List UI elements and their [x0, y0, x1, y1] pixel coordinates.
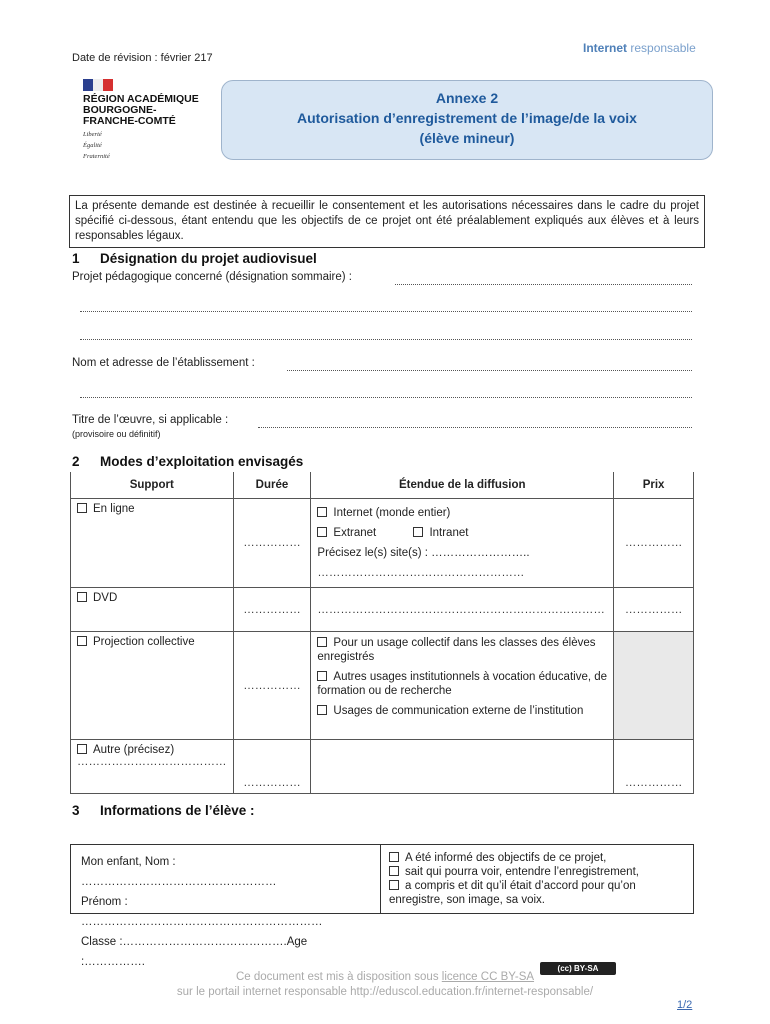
cell-support-projection	[71, 632, 234, 740]
section-3-number: 3	[72, 803, 80, 818]
header-prix: Prix	[614, 472, 694, 499]
section-1-heading	[72, 251, 317, 266]
license-link[interactable]: licence CC BY-SA	[441, 971, 535, 983]
field-classe-age[interactable]: Classe :…………………………………….Age :…………….	[81, 936, 308, 968]
label-intranet: Intranet	[429, 527, 469, 539]
section-2-title: Modes d’exploitation envisagés	[100, 454, 304, 469]
cell-duree-en-ligne[interactable]	[233, 499, 311, 588]
label-autre: Autre (précisez)	[93, 744, 175, 756]
logo-name-3: FRANCHE-COMTÉ	[83, 115, 176, 127]
section-2-heading	[72, 454, 303, 469]
exploitation-table	[70, 472, 694, 794]
prix-dots-1: ……………	[624, 537, 683, 549]
footer-license-text: Ce document est mis à disposition sous	[235, 971, 439, 983]
projet-field-line-2[interactable]	[80, 311, 692, 312]
section-3-heading	[72, 803, 255, 818]
cell-duree-dvd[interactable]	[233, 588, 311, 632]
cell-support-en-ligne	[71, 499, 234, 588]
sites-dots-line[interactable]: ………………………………………………	[317, 567, 525, 579]
cell-prix-en-ligne[interactable]	[614, 499, 694, 588]
checkbox-communication-externe[interactable]	[317, 705, 327, 715]
label-extranet: Extranet	[333, 527, 377, 539]
brand-light: responsable	[630, 41, 696, 55]
projet-label: Projet pédagogique concerné (désignation sommaire) :	[72, 271, 352, 283]
consent-line-1: A été informé des objectifs de ce projet,	[405, 852, 607, 864]
duree-dots-3: ……………	[243, 679, 301, 692]
french-flag-icon	[83, 79, 113, 91]
header-etendue: Étendue de la diffusion	[311, 472, 614, 499]
oeuvre-note: (provisoire ou définitif)	[72, 429, 161, 439]
projet-field[interactable]	[395, 284, 692, 285]
label-usage-collectif: Pour un usage collectif dans les classes des élèves enregistrés	[317, 637, 596, 663]
section-2-number: 2	[72, 454, 80, 469]
cell-duree-projection[interactable]	[233, 632, 311, 740]
intro-text: La présente demande est destinée à recueillir le consentement et les autorisations nécessaires dans le cadre du projet spécifié ci-dessous, étant entendu que les objectifs de ce projet ont été préalablement expliqués aux élèves et à leurs responsables légaux.	[69, 195, 705, 248]
footer-license-line	[0, 971, 770, 983]
label-dvd: DVD	[93, 592, 118, 604]
title-box	[221, 80, 713, 160]
checkbox-accord[interactable]	[389, 880, 399, 890]
table-row-dvd	[71, 588, 694, 632]
motto-3: Fraternité	[83, 153, 110, 160]
oeuvre-field[interactable]	[258, 427, 692, 428]
autre-dots-line[interactable]: …………………………………	[77, 756, 227, 768]
etablissement-label: Nom et adresse de l’établissement :	[72, 357, 255, 369]
cell-duree-autre[interactable]	[233, 740, 311, 794]
logo-name-2: BOURGOGNE-	[83, 104, 157, 116]
cell-etendue-autre[interactable]	[311, 740, 614, 794]
title-line-1: Annexe 2	[435, 90, 499, 106]
checkbox-informe[interactable]	[389, 852, 399, 862]
cc-by-sa-badge: (cc) BY-SA	[540, 962, 616, 975]
table-row-autre	[71, 740, 694, 794]
checkbox-extranet[interactable]	[317, 527, 327, 537]
consent-line-3: a compris et dit qu’il était d’accord pour qu’on	[405, 880, 636, 892]
table-header-row	[71, 472, 694, 499]
checkbox-projection[interactable]	[77, 636, 87, 646]
consent-line-2: sait qui pourra voir, entendre l’enregistrement,	[405, 866, 639, 878]
checkbox-usage-collectif[interactable]	[317, 637, 327, 647]
projet-field-line-3[interactable]	[80, 339, 692, 340]
consent-line-4: enregistre, son image, sa voix.	[389, 894, 545, 906]
section-1-title: Désignation du projet audiovisuel	[100, 251, 317, 266]
etendue-dvd-dots: …………………………………………………………………	[317, 603, 605, 616]
section-3-title: Informations de l’élève :	[100, 803, 255, 818]
checkbox-autre[interactable]	[77, 744, 87, 754]
prix-dots-2: ……………	[624, 603, 683, 616]
section-1-number: 1	[72, 251, 80, 266]
table-row-en-ligne	[71, 499, 694, 588]
etablissement-field-line-2[interactable]	[80, 397, 692, 398]
duree-dots-1: ……………	[243, 537, 301, 549]
label-usages-institutionnels: Autres usages institutionnels à vocation éducative, de formation ou de recherche	[317, 671, 608, 697]
cell-support-autre	[71, 740, 234, 794]
checkbox-en-ligne[interactable]	[77, 503, 87, 513]
checkbox-sait[interactable]	[389, 866, 399, 876]
consent-box	[381, 844, 694, 914]
checkbox-usages-institutionnels[interactable]	[317, 671, 327, 681]
cell-prix-projection-disabled	[614, 632, 694, 740]
duree-dots-4: ……………	[243, 777, 301, 789]
title-line-2: Autorisation d’enregistrement de l’image/de la voix	[297, 110, 637, 126]
label-internet: Internet (monde entier)	[333, 507, 451, 519]
header-duree: Durée	[233, 472, 311, 499]
motto-2: Égalité	[83, 142, 102, 149]
title-line-3: (élève mineur)	[419, 130, 515, 146]
checkbox-dvd[interactable]	[77, 592, 87, 602]
region-logo	[83, 79, 223, 160]
checkbox-intranet[interactable]	[413, 527, 423, 537]
revision-date: Date de révision : février 217	[72, 52, 213, 64]
cell-etendue-en-ligne	[311, 499, 614, 588]
cell-prix-autre[interactable]	[614, 740, 694, 794]
cell-prix-dvd[interactable]	[614, 588, 694, 632]
label-en-ligne: En ligne	[93, 503, 135, 515]
field-nom[interactable]: Mon enfant, Nom : ……………………………………………	[81, 856, 277, 888]
duree-dots-2: ……………	[243, 603, 301, 616]
page-number: 1/2	[677, 999, 693, 1011]
precisez-sites[interactable]: Précisez le(s) site(s) : ……………………..	[317, 547, 530, 559]
header-support: Support	[71, 472, 234, 499]
brand-strong: Internet	[583, 41, 628, 55]
checkbox-internet[interactable]	[317, 507, 327, 517]
student-info-box	[70, 844, 381, 968]
label-projection: Projection collective	[93, 636, 195, 648]
logo-name-1: RÉGION ACADÉMIQUE	[83, 93, 199, 105]
field-prenom[interactable]: Prénom : ………………………………………………………	[81, 896, 323, 928]
footer-portal-line: sur le portail internet responsable http://eduscol.education.fr/internet-responsable/	[176, 986, 594, 998]
prix-dots-4: ……………	[624, 777, 683, 789]
oeuvre-label: Titre de l’œuvre, si applicable :	[72, 414, 229, 426]
label-communication-externe: Usages de communication externe de l’institution	[333, 705, 584, 717]
cell-etendue-dvd[interactable]	[311, 588, 614, 632]
table-row-projection	[71, 632, 694, 740]
cell-support-dvd	[71, 588, 234, 632]
brand-logo-text	[583, 41, 696, 55]
cell-etendue-projection	[311, 632, 614, 740]
motto-1: Liberté	[83, 131, 102, 138]
etablissement-field[interactable]	[287, 370, 692, 371]
